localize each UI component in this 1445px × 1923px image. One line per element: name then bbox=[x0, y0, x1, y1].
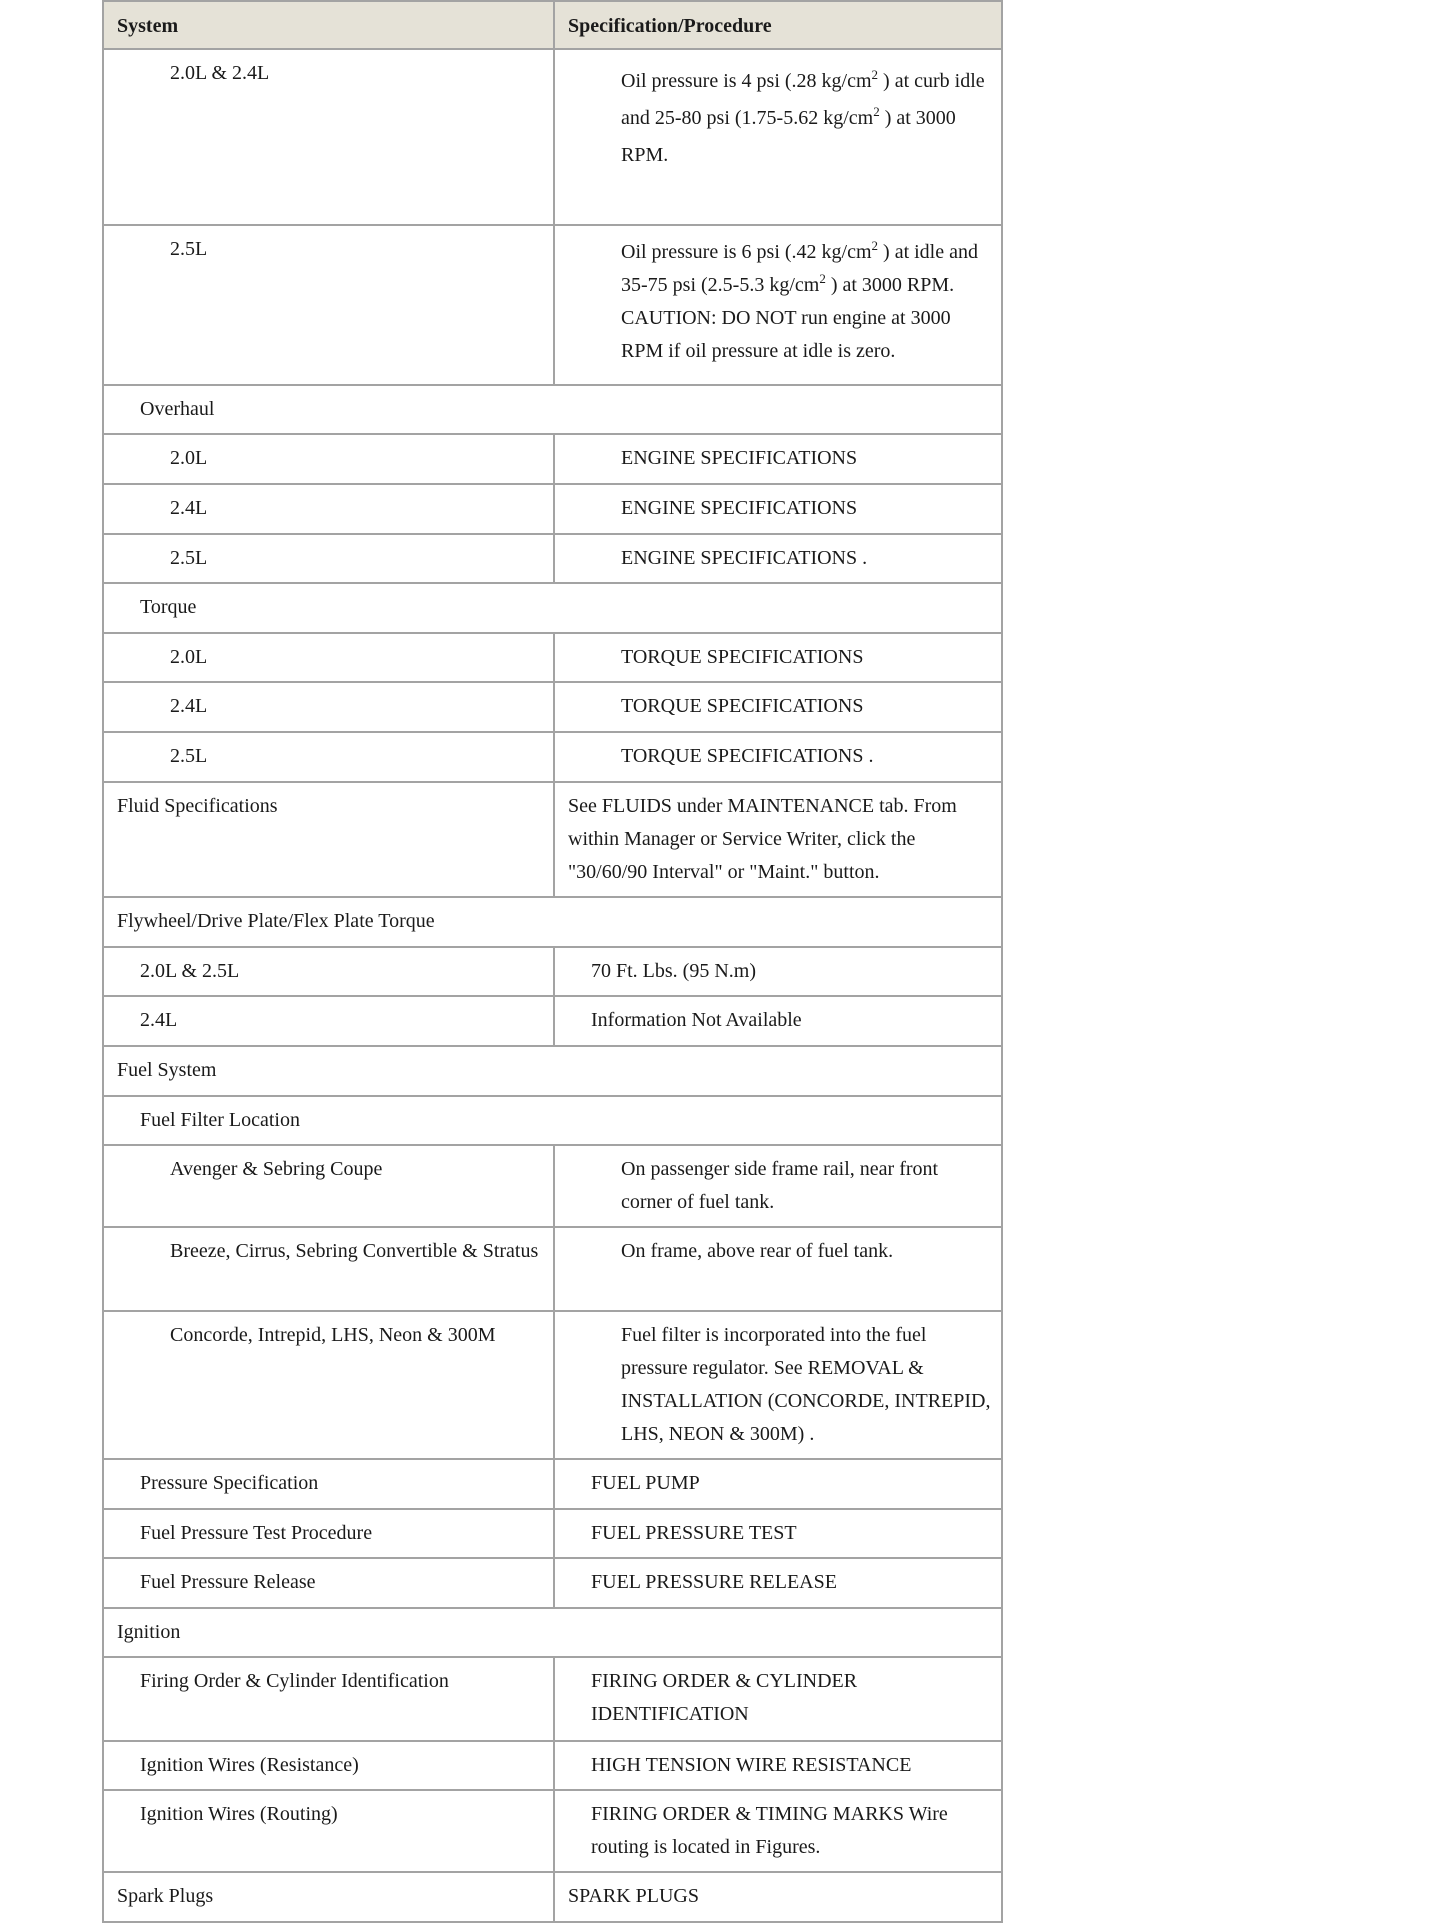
spec-cell: 70 Ft. Lbs. (95 N.m) bbox=[554, 947, 1002, 996]
system-cell: Fuel Pressure Test Procedure bbox=[103, 1509, 554, 1558]
table-row bbox=[103, 1558, 1002, 1608]
spec-cell: FIRING ORDER & TIMING MARKS Wire routing is located in Figures. bbox=[554, 1790, 1002, 1872]
superscript: 2 bbox=[819, 271, 826, 286]
system-cell: Breeze, Cirrus, Sebring Convertible & Stratus bbox=[103, 1227, 554, 1311]
table-row bbox=[103, 225, 1002, 385]
spec-cell: ENGINE SPECIFICATIONS bbox=[554, 484, 1002, 534]
table-row bbox=[103, 947, 1002, 996]
spec-cell: HIGH TENSION WIRE RESISTANCE bbox=[554, 1741, 1002, 1790]
system-cell: 2.4L bbox=[103, 682, 554, 732]
system-cell: 2.0L bbox=[103, 434, 554, 484]
section-row bbox=[103, 385, 1002, 434]
system-cell: Firing Order & Cylinder Identification bbox=[103, 1657, 554, 1741]
spec-cell: FUEL PUMP bbox=[554, 1459, 1002, 1509]
system-cell: 2.5L bbox=[103, 732, 554, 782]
system-cell: 2.0L & 2.5L bbox=[103, 947, 554, 996]
spec-text: ) at 3000 RPM. bbox=[621, 107, 956, 166]
table-row bbox=[103, 1145, 1002, 1227]
column-header-spec: Specification/Procedure bbox=[554, 1, 1002, 49]
spec-cell: FUEL PRESSURE RELEASE bbox=[554, 1558, 1002, 1608]
spec-cell: See FLUIDS under MAINTENANCE tab. From within Manager or Service Writer, click the "30/60/90 Interval" or "Maint." button. bbox=[554, 782, 1002, 897]
table-row bbox=[103, 1741, 1002, 1790]
table-row bbox=[103, 782, 1002, 897]
spec-text: ) at idle and 35-75 psi (2.5-5.3 kg/cm bbox=[621, 241, 978, 296]
spec-text: ) at 3000 RPM. CAUTION: DO NOT run engine at 3000 RPM if oil pressure at idle is zero. bbox=[621, 274, 955, 362]
table-row bbox=[103, 1872, 1002, 1922]
table-row bbox=[103, 1509, 1002, 1558]
table-row bbox=[103, 434, 1002, 484]
system-cell: Fuel Pressure Release bbox=[103, 1558, 554, 1608]
section-heading: Fuel System bbox=[103, 1046, 1002, 1096]
spec-text: ) at curb idle and 25-80 psi (1.75-5.62 kg/cm bbox=[621, 70, 985, 129]
system-cell: 2.0L bbox=[103, 633, 554, 682]
section-heading: Flywheel/Drive Plate/Flex Plate Torque bbox=[103, 897, 1002, 947]
system-cell: Ignition Wires (Resistance) bbox=[103, 1741, 554, 1790]
system-label: 2.0L & 2.4L bbox=[170, 62, 270, 84]
system-cell: 2.5L bbox=[103, 534, 554, 583]
section-row bbox=[103, 897, 1002, 947]
system-label: 2.5L bbox=[170, 238, 208, 260]
table-row bbox=[103, 1311, 1002, 1459]
table-row bbox=[103, 49, 1002, 225]
superscript: 2 bbox=[871, 67, 879, 82]
system-cell bbox=[103, 225, 554, 385]
table-row bbox=[103, 534, 1002, 583]
section-heading: Fuel Filter Location bbox=[103, 1096, 1002, 1145]
section-heading: Overhaul bbox=[103, 385, 1002, 434]
section-row bbox=[103, 1046, 1002, 1096]
superscript: 2 bbox=[871, 238, 879, 253]
section-row bbox=[103, 1608, 1002, 1657]
spec-text: Oil pressure is 6 psi (.42 kg/cm bbox=[621, 241, 872, 263]
table-row bbox=[103, 1790, 1002, 1872]
spec-cell: FIRING ORDER & CYLINDER IDENTIFICATION bbox=[554, 1657, 1002, 1741]
system-cell: Pressure Specification bbox=[103, 1459, 554, 1509]
system-cell: 2.4L bbox=[103, 996, 554, 1046]
spec-cell bbox=[554, 225, 1002, 385]
table-row bbox=[103, 633, 1002, 682]
spec-cell bbox=[554, 49, 1002, 225]
system-cell: Concorde, Intrepid, LHS, Neon & 300M bbox=[103, 1311, 554, 1459]
spec-text: Oil pressure is 4 psi (.28 kg/cm bbox=[621, 70, 872, 92]
superscript: 2 bbox=[873, 104, 880, 119]
system-cell: Spark Plugs bbox=[103, 1872, 554, 1922]
specification-table bbox=[102, 0, 1003, 1923]
system-cell: Fluid Specifications bbox=[103, 782, 554, 897]
spec-cell: FUEL PRESSURE TEST bbox=[554, 1509, 1002, 1558]
system-cell: 2.4L bbox=[103, 484, 554, 534]
section-heading: Torque bbox=[103, 583, 1002, 633]
system-cell: Ignition Wires (Routing) bbox=[103, 1790, 554, 1872]
spec-cell: On passenger side frame rail, near front corner of fuel tank. bbox=[554, 1145, 1002, 1227]
section-row bbox=[103, 1096, 1002, 1145]
spec-cell: ENGINE SPECIFICATIONS bbox=[554, 434, 1002, 484]
table-row bbox=[103, 1227, 1002, 1311]
spec-cell: Information Not Available bbox=[554, 996, 1002, 1046]
system-cell bbox=[103, 49, 554, 225]
table-header bbox=[103, 1, 1002, 49]
table-row bbox=[103, 996, 1002, 1046]
table-row bbox=[103, 1459, 1002, 1509]
spec-cell: On frame, above rear of fuel tank. bbox=[554, 1227, 1002, 1311]
table-body bbox=[103, 49, 1002, 1922]
column-header-system: System bbox=[103, 1, 554, 49]
table-row bbox=[103, 682, 1002, 732]
header-row bbox=[103, 1, 1002, 49]
section-row bbox=[103, 583, 1002, 633]
spec-cell: Fuel filter is incorporated into the fuel pressure regulator. See REMOVAL & INSTALLATION (CONCORDE, INTREPID, LHS, NEON & 300M) . bbox=[554, 1311, 1002, 1459]
spec-cell: TORQUE SPECIFICATIONS bbox=[554, 682, 1002, 732]
table-row bbox=[103, 484, 1002, 534]
spec-cell: ENGINE SPECIFICATIONS . bbox=[554, 534, 1002, 583]
section-heading: Ignition bbox=[103, 1608, 1002, 1657]
table-row bbox=[103, 732, 1002, 782]
spec-cell: TORQUE SPECIFICATIONS . bbox=[554, 732, 1002, 782]
table-row bbox=[103, 1657, 1002, 1741]
spec-cell: TORQUE SPECIFICATIONS bbox=[554, 633, 1002, 682]
system-cell: Avenger & Sebring Coupe bbox=[103, 1145, 554, 1227]
spec-cell: SPARK PLUGS bbox=[554, 1872, 1002, 1922]
